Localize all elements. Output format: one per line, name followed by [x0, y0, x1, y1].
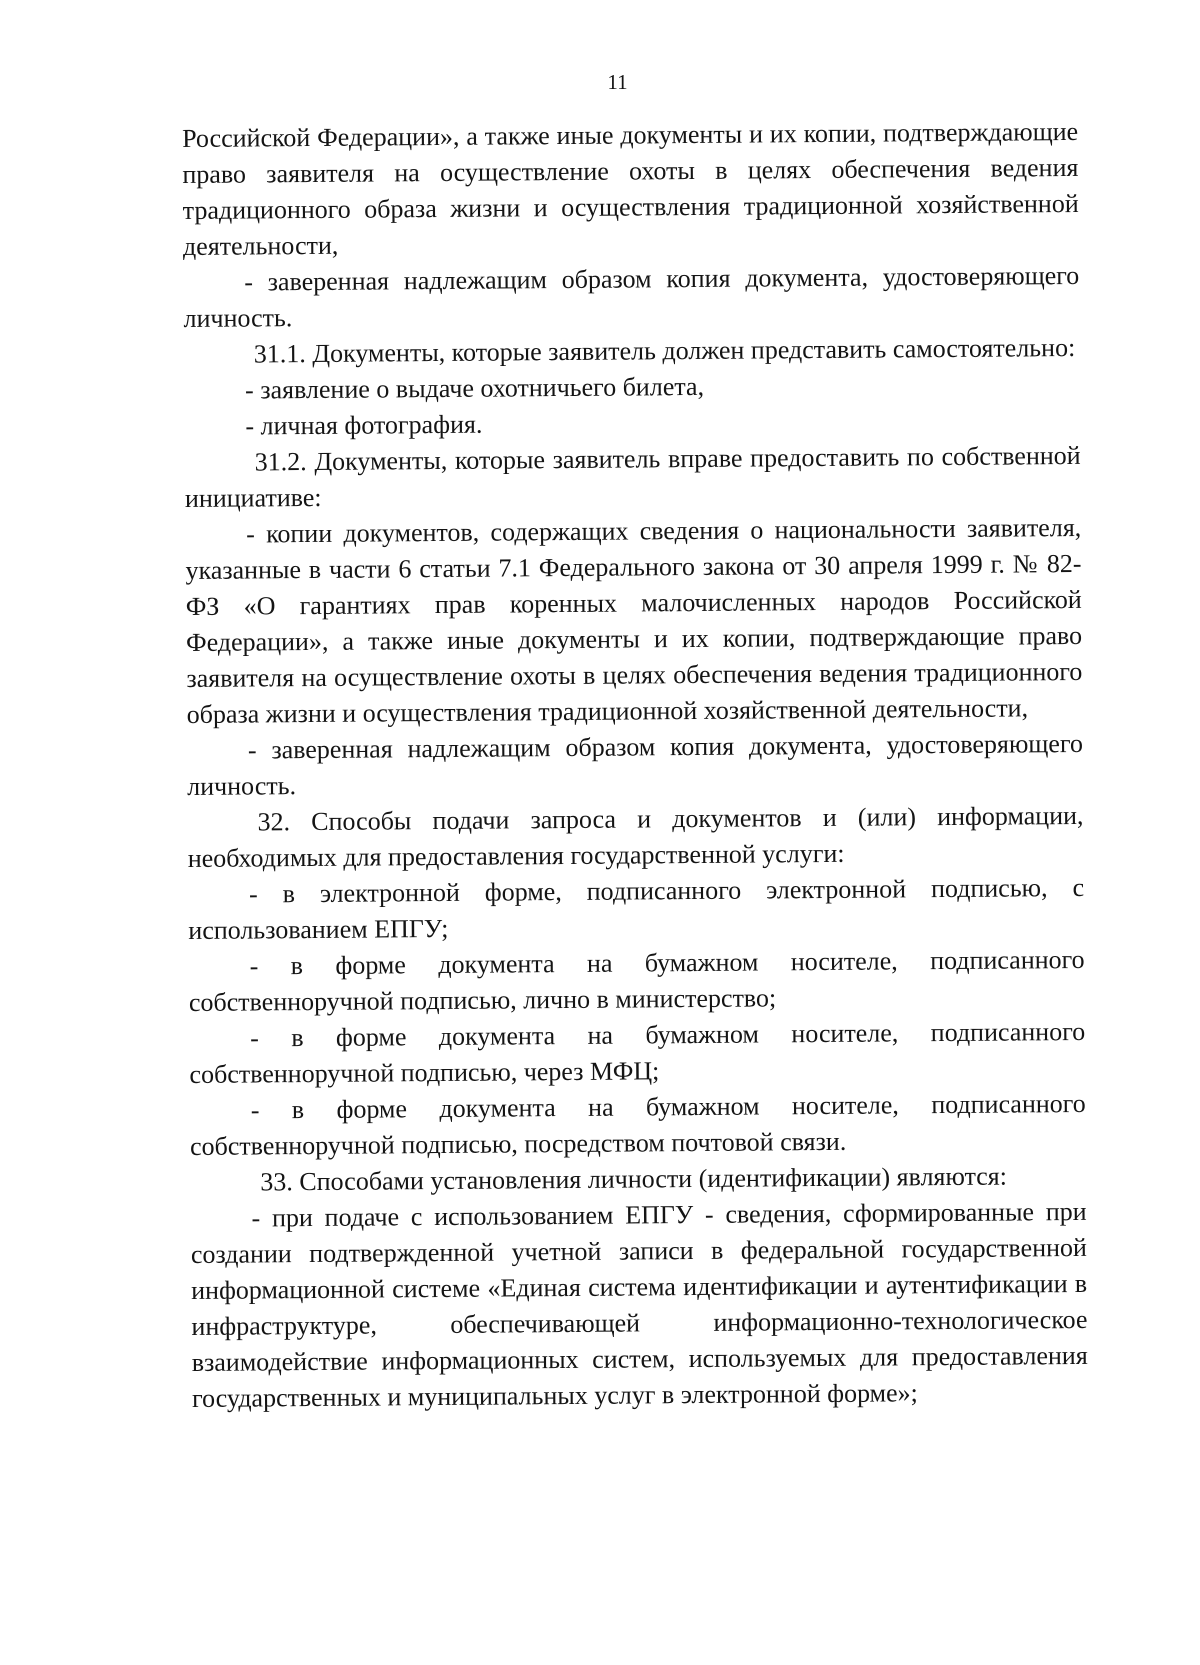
list-item: - заверенная надлежащим образом копия документа, удостоверяющего личность. [183, 260, 1080, 333]
document-body [182, 114, 1088, 1417]
page-number: 11 [607, 70, 628, 94]
list-item: - в форме документа на бумажном носителе, подписанного собственноручной подписью, посредством почтовой связи. [189, 1088, 1086, 1161]
paragraph-33: 33. Способами установления личности (идентификации) являются: [260, 1161, 1008, 1197]
paragraph-31-2: 31.2. Документы, которые заявитель вправе предоставить по собственной инициативе: [184, 440, 1081, 513]
list-item: - при подаче с использованием ЕПГУ - сведения, сформированные при создании подтвержденной учетной записи в федеральной государственной информационной системе «Единая система идентификации и аутентификации в инфраструктуре, обеспечивающей информационно-технологическое взаимодействие информационных систем, используемых для предоставления государственных и муниципальных услуг в электронной форме»; [190, 1196, 1088, 1413]
list-item: - в форме документа на бумажном носителе, подписанного собственноручной подписью, через МФЦ; [189, 1016, 1086, 1089]
list-item: - в электронной форме, подписанного электронной подписью, с использованием ЕПГУ; [188, 872, 1085, 945]
list-item: - личная фотография. [245, 409, 483, 441]
list-item: - копии документов, содержащих сведения о национальности заявителя, указанные в части 6 статьи 7.1 Федерального закона от 30 апреля 1999 г. № 82-ФЗ «О гарантиях прав коренных малочисленных народов Российской Федерации», а также иные документы и их копии, подтверждающие право заявителя на осуществление охоты в целях обеспечения ведения традиционного образа жизни и осуществления традиционной хозяйственной деятельности, [185, 512, 1083, 729]
list-item: - заявление о выдаче охотничьего билета, [245, 371, 705, 405]
paragraph-continuation: Российской Федерации», а также иные документы и их копии, подтверждающие право заявителя на осуществление охоты в целях обеспечения ведения традиционного образа жизни и осуществления традиционной хозяйственной деятельности, [182, 116, 1079, 261]
list-item: - в форме документа на бумажном носителе, подписанного собственноручной подписью, лично в министерство; [188, 944, 1085, 1017]
paragraph-32: 32. Способы подачи запроса и документов и (или) информации, необходимых для предоставления государственной услуги: [187, 800, 1084, 873]
list-item: - заверенная надлежащим образом копия документа, удостоверяющего личность. [187, 728, 1084, 801]
paragraph-31-1: 31.1. Документы, которые заявитель должен представить самостоятельно: [253, 332, 1076, 369]
